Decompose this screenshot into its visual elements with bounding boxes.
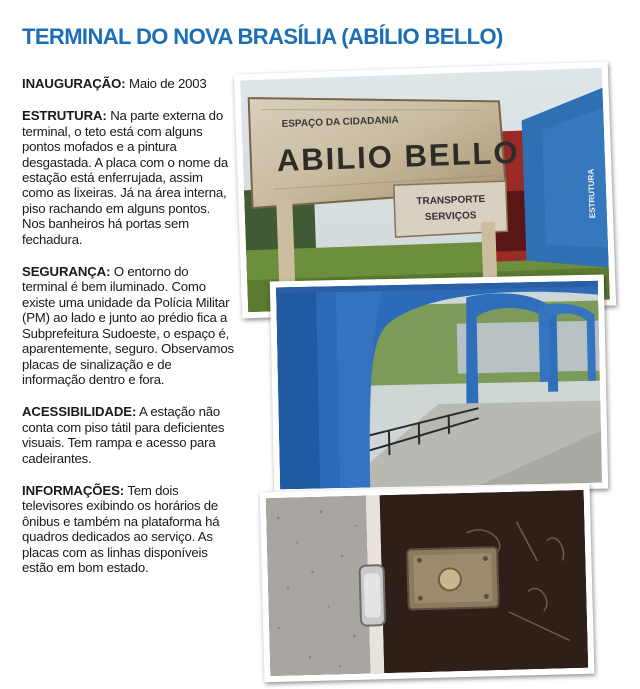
sign-sub2-text: SERVIÇOS bbox=[424, 210, 477, 224]
section-text: Tem dois televisores exibindo os horários de ônibus e também na plataforma há quadros dedicados ao serviço. As placas com as linhas disponíveis estão em bom estado. bbox=[22, 482, 220, 575]
section-acessibilidade bbox=[22, 404, 234, 466]
section-text: Na parte externa do terminal, o teto está com alguns pontos mofados e a pintura desgastada. A placa com o nome da estação está enferrujada, assim como as lixeiras. Já na área interna, piso rachando em alguns pontos. Nos banheiros há portas sem fechadura. bbox=[22, 108, 229, 247]
section-label: SEGURANÇA: bbox=[22, 264, 111, 280]
photo-door-lock bbox=[260, 484, 595, 683]
page-title: TERMINAL DO NOVA BRASÍLIA (ABÍLIO BELLO) bbox=[22, 24, 503, 49]
section-label: INFORMAÇÕES: bbox=[22, 482, 125, 498]
section-estrutura bbox=[22, 108, 234, 247]
article-text bbox=[22, 76, 234, 592]
sign-side-text: ESTRUTURA bbox=[586, 168, 598, 219]
section-text: Maio de 2003 bbox=[129, 76, 207, 91]
door-photo-illustration bbox=[266, 490, 589, 676]
section-label: ESTRUTURA: bbox=[22, 108, 107, 124]
photo-blue-arches bbox=[270, 275, 608, 496]
section-text: O entorno do terminal é bem iluminado. Como existe uma unidade da Polícia Militar (PM) ao lado e junto ao prédio fica a Subprefeitura Sudoeste, o espaço é, aparentemente, seguro. Observamos placas de sinalização e de informação dentro e fora. bbox=[22, 264, 234, 387]
sign-top-text: ESPAÇO DA CIDADANIA bbox=[281, 114, 399, 130]
section-informacoes bbox=[22, 483, 234, 575]
section-text: A estação não conta com piso tátil para deficientes visuais. Tem rampa e acesso para cadeirantes. bbox=[22, 404, 225, 466]
section-seguranca bbox=[22, 264, 234, 387]
section-inauguracao bbox=[22, 76, 234, 91]
arches-photo-illustration bbox=[276, 281, 602, 490]
section-label: ACESSIBILIDADE: bbox=[22, 404, 137, 420]
section-label: INAUGURAÇÃO: bbox=[22, 76, 126, 91]
sign-name-text: ABILIO BELLO bbox=[276, 134, 521, 179]
sign-sub1-text: TRANSPORTE bbox=[416, 193, 486, 208]
